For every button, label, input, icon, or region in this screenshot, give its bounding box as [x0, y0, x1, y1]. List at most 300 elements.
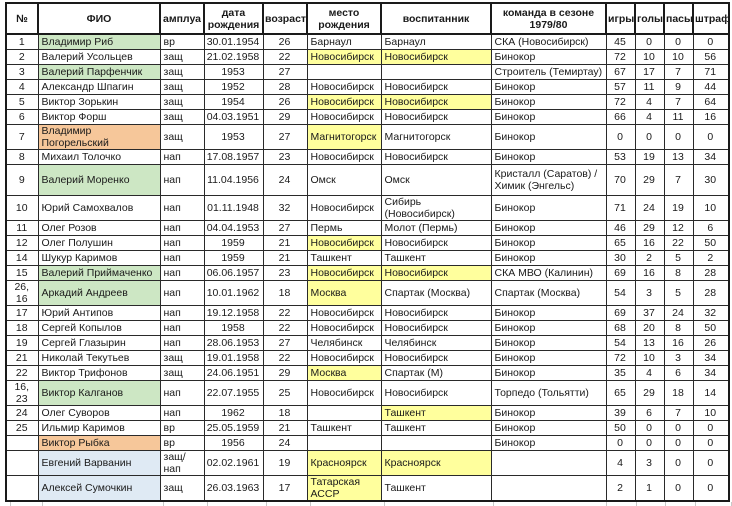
header-row	[6, 3, 729, 34]
cell-name: Алексей Сумочкин	[38, 476, 160, 502]
cell-age: 25	[263, 381, 307, 406]
cell-place: Новосибирск	[307, 110, 381, 125]
cell-assists: 18	[664, 381, 693, 406]
cell-birth: 04.04.1953	[204, 221, 263, 236]
cell-role: нап	[160, 306, 204, 321]
cell-assists: 6	[664, 366, 693, 381]
cell-num: 14	[6, 251, 38, 266]
cell-birth: 02.02.1961	[204, 451, 263, 476]
cell-age: 17	[263, 476, 307, 502]
cell-penalty: 30	[693, 165, 729, 196]
cell-assists: 12	[664, 221, 693, 236]
cell-num: 15	[6, 266, 38, 281]
cell-goals: 24	[635, 196, 664, 221]
cell-goals: 0	[635, 436, 664, 451]
cell-birth: 28.06.1953	[204, 336, 263, 351]
cell-birth: 11.04.1956	[204, 165, 263, 196]
cell-games: 67	[606, 65, 635, 80]
cell-birth: 17.08.1957	[204, 150, 263, 165]
cell-games: 72	[606, 351, 635, 366]
cell-role: вр	[160, 436, 204, 451]
cell-assists: 0	[664, 125, 693, 150]
cell-place: Новосибирск	[307, 351, 381, 366]
col-header-number: №	[6, 3, 38, 34]
cell-penalty: 28	[693, 266, 729, 281]
cell-team: Бинокор	[491, 421, 606, 436]
cell-assists: 3	[664, 351, 693, 366]
cell-num: 7	[6, 125, 38, 150]
cell-assists: 5	[664, 281, 693, 306]
cell-role: защ	[160, 110, 204, 125]
cell-age: 23	[263, 266, 307, 281]
cell-role: нап	[160, 236, 204, 251]
cell-name: Виктор Калганов	[38, 381, 160, 406]
cell-goals: 10	[635, 351, 664, 366]
cell-goals: 13	[635, 336, 664, 351]
cell-age: 27	[263, 336, 307, 351]
cell-team: Кристалл (Саратов) / Химик (Энгельс)	[491, 165, 606, 196]
cell-goals: 0	[635, 34, 664, 50]
cell-penalty: 34	[693, 351, 729, 366]
cell-place: Москва	[307, 281, 381, 306]
cell-team: Бинокор	[491, 150, 606, 165]
cell-place: Пермь	[307, 221, 381, 236]
cell-age: 26	[263, 95, 307, 110]
cell-birth: 04.03.1951	[204, 110, 263, 125]
cell-trained: Новосибирск	[381, 306, 491, 321]
cell-num: 1	[6, 34, 38, 50]
cell-penalty: 0	[693, 125, 729, 150]
cell-assists: 0	[664, 451, 693, 476]
cell-birth: 1953	[204, 65, 263, 80]
cell-assists: 22	[664, 236, 693, 251]
cell-games: 4	[606, 451, 635, 476]
cell-trained: Ташкент	[381, 406, 491, 421]
cell-place	[307, 406, 381, 421]
cell-penalty: 64	[693, 95, 729, 110]
cell-trained	[381, 65, 491, 80]
cell-games: 0	[606, 125, 635, 150]
cell-team: Бинокор	[491, 336, 606, 351]
cell-assists: 0	[664, 476, 693, 502]
table-row	[6, 80, 729, 95]
cell-num: 26, 16	[6, 281, 38, 306]
cell-assists: 7	[664, 95, 693, 110]
cell-games: 72	[606, 95, 635, 110]
cell-goals: 6	[635, 406, 664, 421]
cell-name: Виктор Трифонов	[38, 366, 160, 381]
cell-name: Михаил Толочко	[38, 150, 160, 165]
cell-birth: 01.11.1948	[204, 196, 263, 221]
cell-num: 16, 23	[6, 381, 38, 406]
cell-team: Бинокор	[491, 221, 606, 236]
cell-goals: 16	[635, 266, 664, 281]
cell-team: Бинокор	[491, 125, 606, 150]
cell-birth: 24.06.1951	[204, 366, 263, 381]
cell-assists: 0	[664, 34, 693, 50]
cell-games: 45	[606, 34, 635, 50]
cell-trained: Новосибирск	[381, 266, 491, 281]
cell-birth: 1958	[204, 321, 263, 336]
cell-birth: 1956	[204, 436, 263, 451]
cell-role: вр	[160, 34, 204, 50]
cell-name: Валерий Усольцев	[38, 50, 160, 65]
cell-games: 70	[606, 165, 635, 196]
cell-name: Виктор Форш	[38, 110, 160, 125]
cell-trained: Новосибирск	[381, 236, 491, 251]
cell-penalty: 2	[693, 251, 729, 266]
cell-num: 25	[6, 421, 38, 436]
cell-trained: Новосибирск	[381, 80, 491, 95]
cell-assists: 7	[664, 406, 693, 421]
cell-penalty: 26	[693, 336, 729, 351]
cell-role: нап	[160, 381, 204, 406]
cell-penalty: 14	[693, 381, 729, 406]
cell-age: 18	[263, 281, 307, 306]
cell-role: защ	[160, 476, 204, 502]
cell-age: 27	[263, 221, 307, 236]
table-row	[6, 221, 729, 236]
cell-games: 68	[606, 321, 635, 336]
table-body	[6, 34, 729, 501]
col-header-birthdate: дата рождения	[204, 3, 263, 34]
cell-team: Бинокор	[491, 306, 606, 321]
cell-assists: 9	[664, 80, 693, 95]
cell-age: 22	[263, 50, 307, 65]
table-row	[6, 165, 729, 196]
cell-games: 72	[606, 50, 635, 65]
cell-penalty: 0	[693, 451, 729, 476]
cell-penalty: 28	[693, 281, 729, 306]
cell-place: Новосибирск	[307, 80, 381, 95]
column-stub	[43, 502, 164, 506]
cell-penalty: 0	[693, 476, 729, 502]
cell-trained: Омск	[381, 165, 491, 196]
cell-role: нап	[160, 321, 204, 336]
cell-age: 27	[263, 125, 307, 150]
cell-num: 2	[6, 50, 38, 65]
roster-table	[5, 2, 730, 502]
table-row	[6, 196, 729, 221]
table-row	[6, 421, 729, 436]
cell-team	[491, 451, 606, 476]
cell-num: 10	[6, 196, 38, 221]
cell-team: Бинокор	[491, 110, 606, 125]
cell-age: 22	[263, 321, 307, 336]
column-stub	[607, 502, 636, 506]
cell-penalty: 44	[693, 80, 729, 95]
cell-assists: 7	[664, 65, 693, 80]
cell-num: 11	[6, 221, 38, 236]
cell-name: Сергей Копылов	[38, 321, 160, 336]
cell-goals: 4	[635, 95, 664, 110]
table-row	[6, 321, 729, 336]
cell-penalty: 56	[693, 50, 729, 65]
cell-assists: 13	[664, 150, 693, 165]
cell-num: 8	[6, 150, 38, 165]
cell-penalty: 50	[693, 321, 729, 336]
cell-team: Бинокор	[491, 236, 606, 251]
cell-age: 18	[263, 406, 307, 421]
cell-age: 22	[263, 306, 307, 321]
cell-role: защ/нап	[160, 451, 204, 476]
cell-trained: Сибирь (Новосибирск)	[381, 196, 491, 221]
cell-role: нап	[160, 281, 204, 306]
cell-team: Торпедо (Тольятти)	[491, 381, 606, 406]
cell-assists: 8	[664, 321, 693, 336]
cell-team: Спартак (Москва)	[491, 281, 606, 306]
cell-assists: 24	[664, 306, 693, 321]
cell-games: 53	[606, 150, 635, 165]
cell-place	[307, 436, 381, 451]
cell-penalty: 6	[693, 221, 729, 236]
cell-team: Бинокор	[491, 406, 606, 421]
cell-team: Бинокор	[491, 436, 606, 451]
col-header-role: амплуа	[160, 3, 204, 34]
cell-role: нап	[160, 221, 204, 236]
cell-goals: 10	[635, 50, 664, 65]
cell-role: нап	[160, 150, 204, 165]
cell-place: Омск	[307, 165, 381, 196]
cell-assists: 5	[664, 251, 693, 266]
cell-penalty: 0	[693, 34, 729, 50]
cell-age: 21	[263, 251, 307, 266]
cell-assists: 7	[664, 165, 693, 196]
cell-place: Новосибирск	[307, 150, 381, 165]
cell-penalty: 16	[693, 110, 729, 125]
cell-age: 26	[263, 34, 307, 50]
column-stub	[666, 502, 695, 506]
col-header-assists: пасы	[664, 3, 693, 34]
table-row	[6, 266, 729, 281]
cell-games: 30	[606, 251, 635, 266]
cell-num: 12	[6, 236, 38, 251]
cell-role: нап	[160, 266, 204, 281]
cell-num	[6, 476, 38, 502]
cell-goals: 19	[635, 150, 664, 165]
cell-name: Валерий Приймаченко	[38, 266, 160, 281]
cell-games: 0	[606, 436, 635, 451]
table-row	[6, 95, 729, 110]
table-row	[6, 336, 729, 351]
cell-num	[6, 436, 38, 451]
cell-age: 24	[263, 436, 307, 451]
cell-place: Магнитогорск	[307, 125, 381, 150]
cell-place: Новосибирск	[307, 50, 381, 65]
cell-birth: 19.01.1958	[204, 351, 263, 366]
cell-team: Бинокор	[491, 351, 606, 366]
cell-role: защ	[160, 65, 204, 80]
col-header-trained-by: воспитанник	[381, 3, 491, 34]
cell-assists: 8	[664, 266, 693, 281]
cell-age: 23	[263, 150, 307, 165]
cell-team: Бинокор	[491, 251, 606, 266]
cell-trained: Новосибирск	[381, 351, 491, 366]
table-row	[6, 125, 729, 150]
cell-trained: Барнаул	[381, 34, 491, 50]
cell-role: нап	[160, 336, 204, 351]
cell-trained: Челябинск	[381, 336, 491, 351]
table-row	[6, 381, 729, 406]
cell-name: Юрий Самохвалов	[38, 196, 160, 221]
cell-place: Ташкент	[307, 421, 381, 436]
cell-birth: 1954	[204, 95, 263, 110]
cell-place: Красноярск	[307, 451, 381, 476]
cell-birth: 25.05.1959	[204, 421, 263, 436]
cell-team: Бинокор	[491, 80, 606, 95]
cell-name: Виктор Рыбка	[38, 436, 160, 451]
cell-role: вр	[160, 421, 204, 436]
cell-team: Строитель (Темиртау)	[491, 65, 606, 80]
cell-trained: Спартак (Москва)	[381, 281, 491, 306]
cell-birth: 21.02.1958	[204, 50, 263, 65]
cell-num: 21	[6, 351, 38, 366]
cell-birth: 1962	[204, 406, 263, 421]
cell-goals: 20	[635, 321, 664, 336]
cell-place: Новосибирск	[307, 266, 381, 281]
cell-games: 57	[606, 80, 635, 95]
table-row	[6, 366, 729, 381]
cell-goals: 4	[635, 110, 664, 125]
cell-trained: Ташкент	[381, 476, 491, 502]
cell-trained: Новосибирск	[381, 50, 491, 65]
cell-name: Николай Текутьев	[38, 351, 160, 366]
table-row	[6, 150, 729, 165]
col-header-games: игры	[606, 3, 635, 34]
table-row	[6, 306, 729, 321]
cell-goals: 16	[635, 236, 664, 251]
cell-name: Александр Шпагин	[38, 80, 160, 95]
cell-birth: 10.01.1962	[204, 281, 263, 306]
cell-goals: 3	[635, 281, 664, 306]
cell-num: 19	[6, 336, 38, 351]
cell-num	[6, 451, 38, 476]
cell-penalty: 0	[693, 421, 729, 436]
cell-games: 71	[606, 196, 635, 221]
cell-trained: Ташкент	[381, 421, 491, 436]
cell-games: 35	[606, 366, 635, 381]
cell-name: Ильмир Каримов	[38, 421, 160, 436]
cell-role: защ	[160, 80, 204, 95]
cell-place: Новосибирск	[307, 321, 381, 336]
cell-num: 4	[6, 80, 38, 95]
cell-name: Аркадий Андреев	[38, 281, 160, 306]
cell-penalty: 0	[693, 436, 729, 451]
cell-team	[491, 476, 606, 502]
cell-penalty: 10	[693, 406, 729, 421]
cell-role: защ	[160, 125, 204, 150]
cell-team: СКА МВО (Калинин)	[491, 266, 606, 281]
cell-birth: 06.06.1957	[204, 266, 263, 281]
column-stub	[311, 502, 385, 506]
cell-penalty: 10	[693, 196, 729, 221]
cell-assists: 11	[664, 110, 693, 125]
cell-place: Татарская АССР	[307, 476, 381, 502]
cell-games: 65	[606, 236, 635, 251]
cell-place	[307, 65, 381, 80]
cell-games: 69	[606, 306, 635, 321]
cell-birth: 30.01.1954	[204, 34, 263, 50]
cell-assists: 10	[664, 50, 693, 65]
column-stub	[637, 502, 666, 506]
cell-place: Новосибирск	[307, 196, 381, 221]
cell-assists: 0	[664, 421, 693, 436]
cell-age: 29	[263, 110, 307, 125]
cell-games: 50	[606, 421, 635, 436]
cell-assists: 16	[664, 336, 693, 351]
cell-games: 69	[606, 266, 635, 281]
cell-name: Владимир Риб	[38, 34, 160, 50]
table-header	[6, 3, 729, 34]
column-stub	[10, 502, 43, 506]
col-header-age: возраст	[263, 3, 307, 34]
table-row	[6, 65, 729, 80]
cell-team: Бинокор	[491, 321, 606, 336]
cell-assists: 19	[664, 196, 693, 221]
cell-name: Шукур Каримов	[38, 251, 160, 266]
cell-role: нап	[160, 196, 204, 221]
cell-goals: 11	[635, 80, 664, 95]
cell-trained: Спартак (М)	[381, 366, 491, 381]
column-stub	[208, 502, 267, 506]
cell-trained: Новосибирск	[381, 150, 491, 165]
cell-birth: 1953	[204, 125, 263, 150]
table-row	[6, 34, 729, 50]
cell-games: 2	[606, 476, 635, 502]
table-row	[6, 50, 729, 65]
cell-games: 65	[606, 381, 635, 406]
table-row	[6, 110, 729, 125]
cell-name: Валерий Моренко	[38, 165, 160, 196]
cell-penalty: 32	[693, 306, 729, 321]
cell-age: 19	[263, 451, 307, 476]
cell-num: 5	[6, 95, 38, 110]
cell-goals: 0	[635, 125, 664, 150]
cell-goals: 1	[635, 476, 664, 502]
cell-place: Новосибирск	[307, 381, 381, 406]
cell-num: 9	[6, 165, 38, 196]
cell-trained: Красноярск	[381, 451, 491, 476]
cell-games: 39	[606, 406, 635, 421]
cell-team: Бинокор	[491, 95, 606, 110]
table-row	[6, 351, 729, 366]
cell-num: 18	[6, 321, 38, 336]
cell-role: нап	[160, 251, 204, 266]
cell-num: 3	[6, 65, 38, 80]
cell-place: Барнаул	[307, 34, 381, 50]
cell-team: Бинокор	[491, 366, 606, 381]
table-row	[6, 451, 729, 476]
cell-birth: 1959	[204, 251, 263, 266]
cell-birth: 22.07.1955	[204, 381, 263, 406]
cell-place: Новосибирск	[307, 236, 381, 251]
cell-trained: Ташкент	[381, 251, 491, 266]
cell-games: 54	[606, 336, 635, 351]
cell-birth: 19.12.1958	[204, 306, 263, 321]
cell-name: Олег Розов	[38, 221, 160, 236]
cell-name: Евгений Варванин	[38, 451, 160, 476]
cell-name: Олег Полушин	[38, 236, 160, 251]
cell-goals: 29	[635, 381, 664, 406]
col-header-penalty: штраф	[693, 3, 729, 34]
cell-goals: 4	[635, 366, 664, 381]
cell-age: 32	[263, 196, 307, 221]
table-row	[6, 436, 729, 451]
cell-age: 22	[263, 351, 307, 366]
cell-birth: 26.03.1963	[204, 476, 263, 502]
cell-games: 54	[606, 281, 635, 306]
cell-goals: 2	[635, 251, 664, 266]
